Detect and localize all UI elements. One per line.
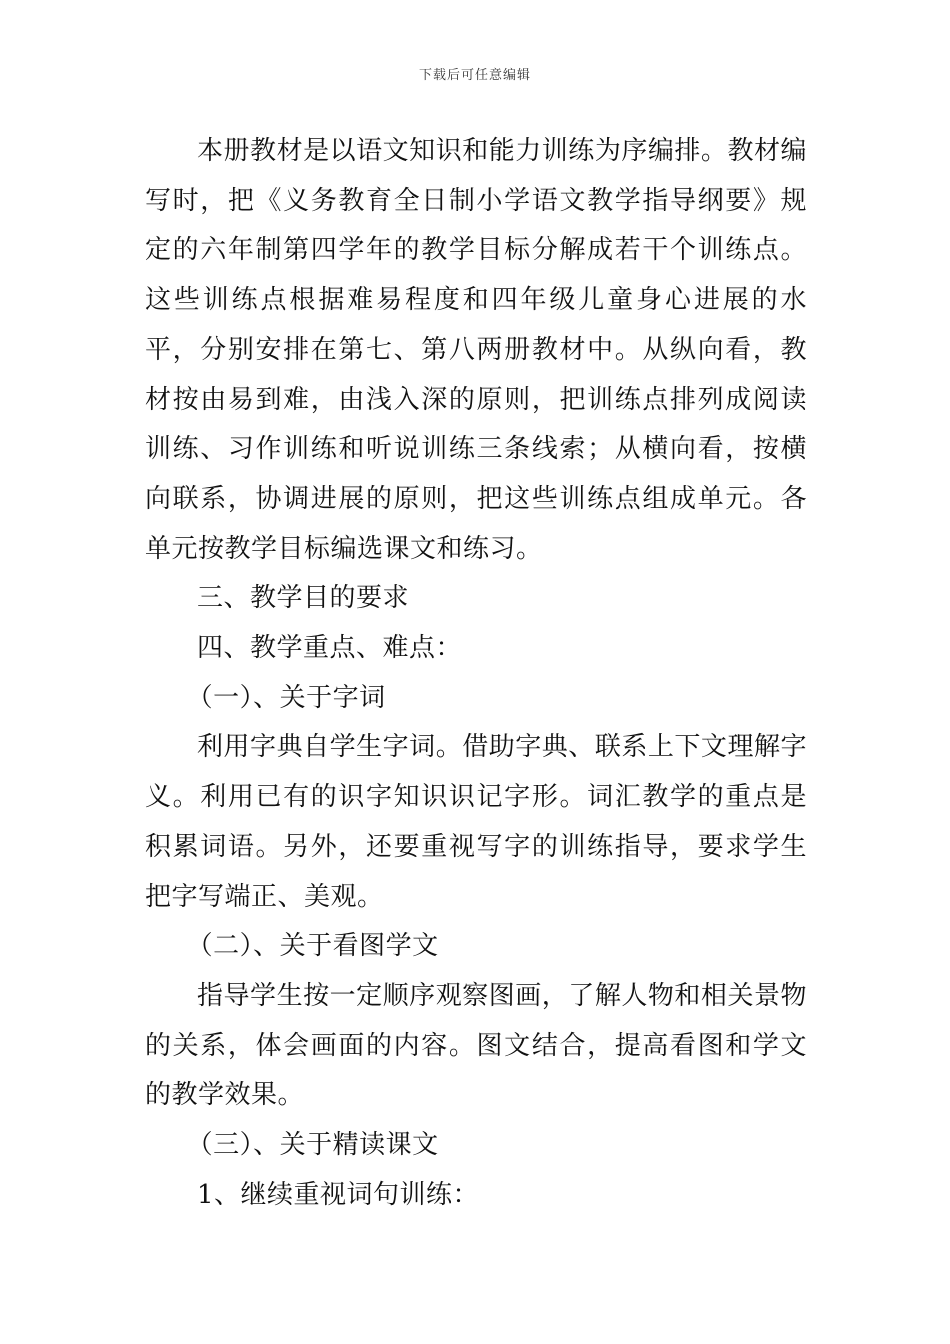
heading-teaching-goals: 三、教学目的要求 — [197, 583, 410, 614]
heading-key-points: 四、教学重点、难点： — [197, 633, 463, 664]
subheading-characters-words: （一）、关于字词 — [186, 682, 386, 713]
subheading-picture-reading: （二）、关于看图学文 — [186, 931, 439, 962]
subheading-intensive-reading: （三）、关于精读课文 — [186, 1130, 439, 1161]
paragraph-picture-reading: 指导学生按一定顺序观察图画，了解人物和相关景物的关系，体会画面的内容。图文结合，提高看图和学文的教学效果。 — [145, 980, 807, 1111]
paragraph-characters-words: 利用字典自学生字词。借助字典、联系上下文理解字义。利用已有的识字知识识记字形。词汇教学的重点是积累词语。另外，还要重视写字的训练指导，要求学生把字写端正、美观。 — [145, 732, 807, 912]
page-header: 下载后可任意编辑 — [418, 68, 531, 83]
list-item-word-sentence-training: 1、继续重视词句训练： — [197, 1179, 480, 1210]
paragraph-textbook-intro: 本册教材是以语文知识和能力训练为序编排。教材编写时，把《义务教育全日制小学语文教学指导纲要》规定的六年制第四学年的教学目标分解成若干个训练点。这些训练点根据难易程度和四年级儿童身心进展的水平，分别安排在第七、第八两册教材中。从纵向看，教材按由易到难，由浅入深的原则，把训练点排列成阅读训练、习作训练和听说训练三条线索；从横向看，按横向联系，协调进展的原则，把这些训练点组成单元。各单元按教学目标编选课文和练习。 — [145, 136, 807, 564]
document-body — [145, 127, 807, 1220]
